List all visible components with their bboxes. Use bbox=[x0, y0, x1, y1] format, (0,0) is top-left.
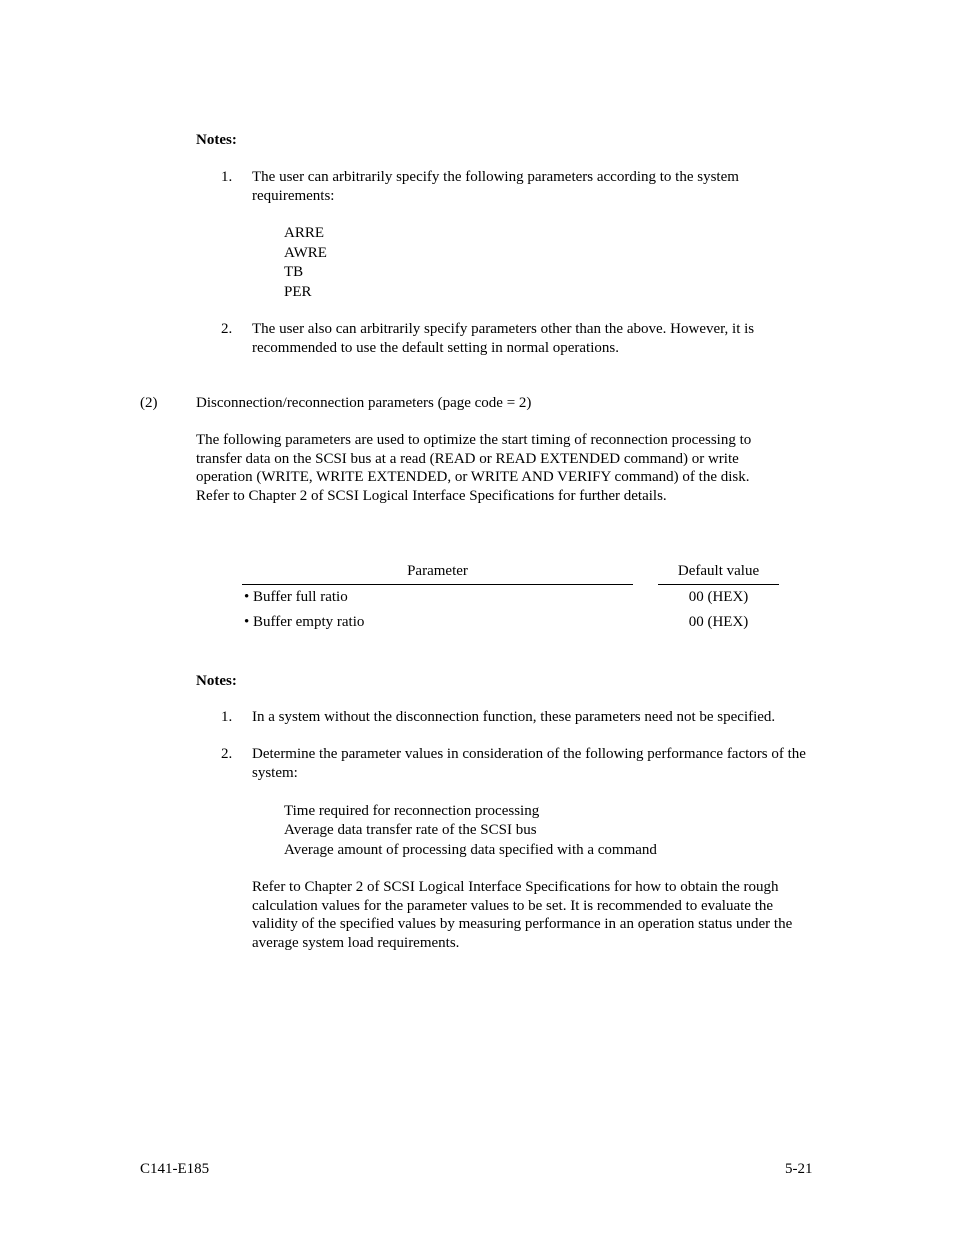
table-cell-parameter: • Buffer empty ratio bbox=[244, 614, 365, 630]
footer-page-number: 5-21 bbox=[785, 1161, 813, 1177]
note-number: 2. bbox=[221, 746, 233, 762]
note-text: The user also can arbitrarily specify parameters other than the above. However, it is recommended to use the default setting in normal operations. bbox=[252, 321, 755, 356]
table-header-rule bbox=[658, 584, 779, 585]
table-header-parameter: Parameter bbox=[407, 563, 468, 579]
factor-item: Time required for reconnection processing bbox=[284, 803, 540, 819]
param-item: ARRE bbox=[284, 225, 325, 241]
note-number: 1. bbox=[221, 709, 233, 725]
notes-heading: Notes: bbox=[196, 673, 237, 689]
factor-item: Average data transfer rate of the SCSI bus bbox=[284, 822, 537, 838]
param-item: TB bbox=[284, 264, 304, 280]
table-cell-default: 00 (HEX) bbox=[688, 589, 749, 605]
footer-doc-id: C141-E185 bbox=[140, 1161, 210, 1177]
table-header-rule bbox=[242, 584, 633, 585]
note-number: 1. bbox=[221, 169, 233, 185]
factor-item: Average amount of processing data specified with a command bbox=[284, 842, 657, 858]
table-header-default: Default value bbox=[677, 563, 760, 579]
note-text: Determine the parameter values in consideration of the following performance factors of the system: bbox=[252, 746, 806, 781]
section-description: The following parameters are used to optimize the start timing of reconnection processing to transfer data on the SCSI bus at a read (READ or READ EXTENDED command) or write operation (WRITE, WRITE EXTENDED, or WRITE AND VERIFY command) of the disk. Refer to Chapter 2 of SCSI Logical Interface Specifications for further details. bbox=[196, 432, 752, 504]
note-text: The user can arbitrarily specify the following parameters according to the system requirements: bbox=[252, 169, 739, 204]
section-title: Disconnection/reconnection parameters (page code = 2) bbox=[196, 395, 532, 411]
table-cell-default: 00 (HEX) bbox=[688, 614, 749, 630]
param-item: PER bbox=[284, 284, 312, 300]
note-number: 2. bbox=[221, 321, 233, 337]
notes-heading: Notes: bbox=[196, 132, 237, 148]
param-item: AWRE bbox=[284, 245, 327, 261]
note-followup: Refer to Chapter 2 of SCSI Logical Interface Specifications for how to obtain the rough calculation values for the parameter values to be set. It is recommended to evaluate the validity of the specified values by measuring performance in an operation status under the average system load requirements. bbox=[252, 879, 793, 951]
note-text: In a system without the disconnection function, these parameters need not be specified. bbox=[252, 709, 776, 725]
section-number: (2) bbox=[140, 395, 158, 411]
table-cell-parameter: • Buffer full ratio bbox=[244, 589, 348, 605]
